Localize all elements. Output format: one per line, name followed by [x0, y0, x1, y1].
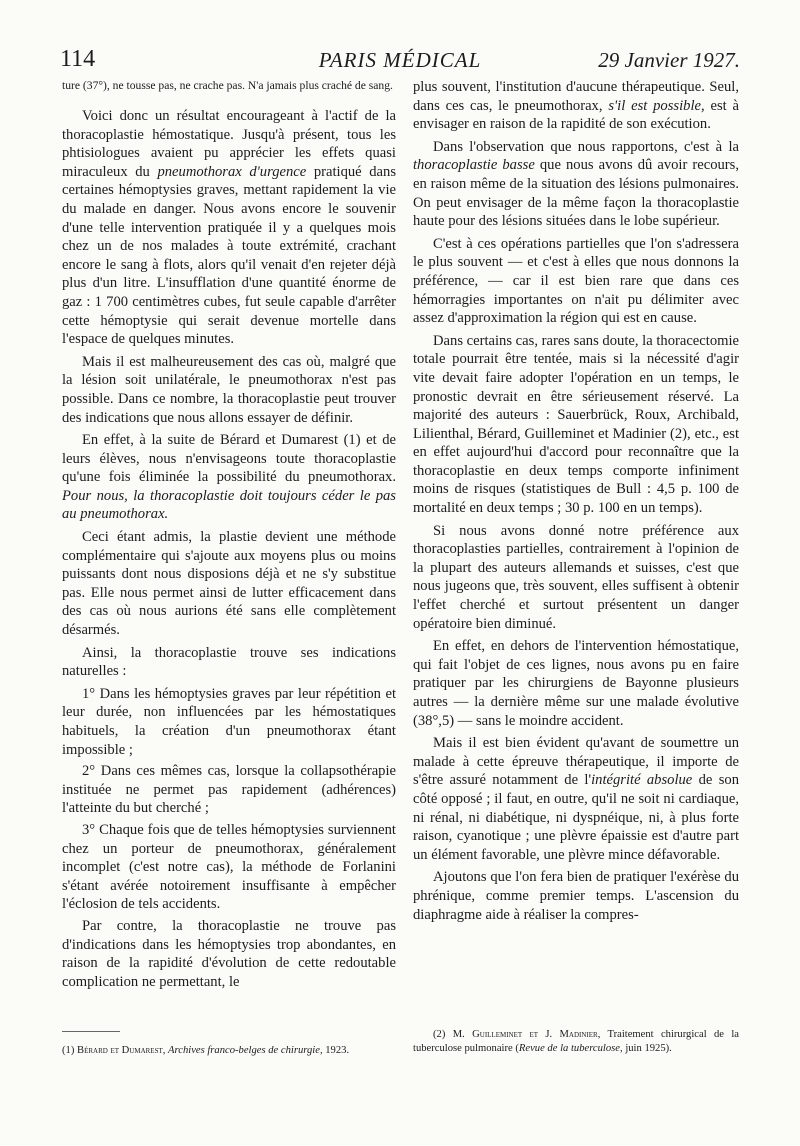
paragraph: Par contre, la thoracoplastie ne trouve pas d'indications dans les hémoptysies trop abondantes, en raison de la rapidité d'évolution de cette redoutable complication ne permettant, le	[62, 917, 396, 990]
page-number: 114	[60, 46, 96, 72]
paragraph: Mais il est bien évident qu'avant de soumettre un malade à cette épreuve thérapeutique, il importe de s'être assuré notamment de l'intégrité absolue de son côté opposé ; il faut, en outre, qu'il ne soit ni cardiaque, ni rénal, ni diabétique, ni dyspnéique, ni, à plus forte raison, cyanotique ; une plèvre épaissie est d'autre part un élément favorable, une plèvre mince défavorable.	[413, 735, 740, 863]
paragraph: En effet, en dehors de l'intervention hémostatique, qui fait l'objet de ces lignes, nous avons pu en faire pratiquer par les chirurgiens de Bayonne plusieurs autres — la dernière même sur une malade évolutive (38°,5) — sans le moindre accident.	[413, 638, 739, 729]
paragraph: Ainsi, la thoracoplastie trouve ses indications naturelles :	[62, 644, 396, 680]
footnote-separator	[62, 1031, 120, 1032]
left-column	[62, 78, 396, 995]
paragraph: Dans l'observation que nous rapportons, c'est à la thoracoplastie basse que nous avons dû avoir recours, en raison même de la situation des lésions pulmonaires. On peut envisager de la même façon la thoracoplastie haute pour des lésions situées dans le lobe supérieur.	[413, 138, 739, 230]
indication-item: 2° Dans ces mêmes cas, lorsque la collapsothérapie instituée ne permet pas rapidement (adhérences) l'atteinte du but cherché ;	[62, 763, 396, 817]
paragraph: Dans certains cas, rares sans doute, la thoracectomie totale pourrait être tentée, mais si la nécessité d'agir vite devait faire adopter l'opération en un temps, le pronostic devrait en être sérieusement réservé. La majorité des auteurs : Sauerbrück, Roux, Archibald, Lilienthal, Bérard, Guilleminet et Madinier (2), etc., est en effet aujourd'hui d'accord pour reconnaître que la thoracoplastie en deux temps comporte infiniment moins de risques (statistiques de Bull : 4,5 p. 100 de mortalité en deux temps ; 30 p. 100 en un temps).	[413, 332, 739, 517]
paragraph: plus souvent, l'institution d'aucune thérapeutique. Seul, dans ces cas, le pneumothorax, s'il est possible, est à envisager en raison de la rapidité de son exécution.	[413, 79, 739, 133]
footnote-2: (2) M. Guilleminet et J. Madinier, Traitement chirurgical de la tuberculose pulmonaire (Revue de la tuberculose, juin 1925).	[413, 1029, 739, 1054]
journal-title: PARIS MÉDICAL	[318, 48, 482, 72]
issue-date: 29 Janvier 1927.	[598, 48, 740, 72]
indication-item: 1° Dans les hémoptysies graves par leur répétition et leur durée, non influencées par les hémostatiques habituels, la création d'un pneumothorax étant impossible ;	[62, 685, 396, 758]
paragraph: Ajoutons que l'on fera bien de pratiquer l'exérèse du phrénique, comme premier temps. L'ascension du diaphragme aide à réaliser la compres-	[413, 869, 739, 923]
indication-item: 3° Chaque fois que de telles hémoptysies surviennent chez un porteur de pneumothorax, généralement incomplet (c'est notre cas), la méthode de Forlanini s'étant avérée notoirement insuffisante à empêcher l'éclosion de tels accidents.	[62, 821, 396, 913]
right-column	[413, 78, 739, 928]
paragraph: En effet, à la suite de Bérard et Dumarest (1) et de leurs élèves, nous n'envisageons toute thoracoplastie qu'une fois éliminée la possibilité du pneumothorax. Pour nous, la thoracoplastie doit toujours céder le pas au pneumothorax.	[62, 432, 396, 523]
paragraph: C'est à ces opérations partielles que l'on s'adressera le plus souvent — et c'est à elles que nous donnons la préférence, — car il est bien rare que dans ces hémorragies importantes on n'ait pu délimiter avec assez d'approximation la région qui est en cause.	[413, 235, 739, 327]
footnote-1: (1) Bérard et Dumarest, Archives franco-belges de chirurgie, 1923.	[62, 1045, 350, 1056]
paragraph: Si nous avons donné notre préférence aux thoracoplasties partielles, contrairement à l'opinion de la plupart des auteurs allemands et suisses, c'est que nous jugeons que, très souvent, elles suffisent à obtenir l'effet cherché et surtout présentent un danger opératoire bien diminué.	[413, 522, 739, 632]
paragraph: Ceci étant admis, la plastie devient une méthode complémentaire qui s'ajoute aux moyens plus ou moins puissants dont nous disposions déjà et ne s'y substitue pas. Elle nous permet ainsi de lutter efficacement dans des cas où nous aurions été sans elle complètement désarmés.	[62, 529, 396, 639]
paragraph: Mais il est malheureusement des cas où, malgré que la lésion soit unilatérale, le pneumothorax n'est pas possible. Dans ce nombre, la thoracoplastie peut trouver des indications que nous allons essayer de définir.	[62, 353, 396, 426]
page-header	[60, 46, 740, 80]
paragraph: Voici donc un résultat encourageant à l'actif de la thoracoplastie hémostatique. Jusqu'à présent, tous les phtisiologues avaient pu apprécier les effets quasi miraculeux du pneumothorax d'urgence pratiqué dans certaines hémoptysies graves, mettant rapidement la vie du malade en danger. Nous avons encore le souvenir d'une telle intervention pratiquée il y a quelques mois chez un de nos malades à toute extrémité, crachant encore le sang à flots, alors qu'il venait d'en rejeter déjà plus d'un litre. L'insufflation d'une quantité énorme de gaz : 1 700 centimètres cubes, fut seule capable d'arrêter cette hémoptysie qui serait devenue mortelle dans l'espace de quelques minutes.	[62, 108, 397, 348]
paragraph: ture (37°), ne tousse pas, ne crache pas. N'a jamais plus craché de sang.	[62, 79, 393, 92]
